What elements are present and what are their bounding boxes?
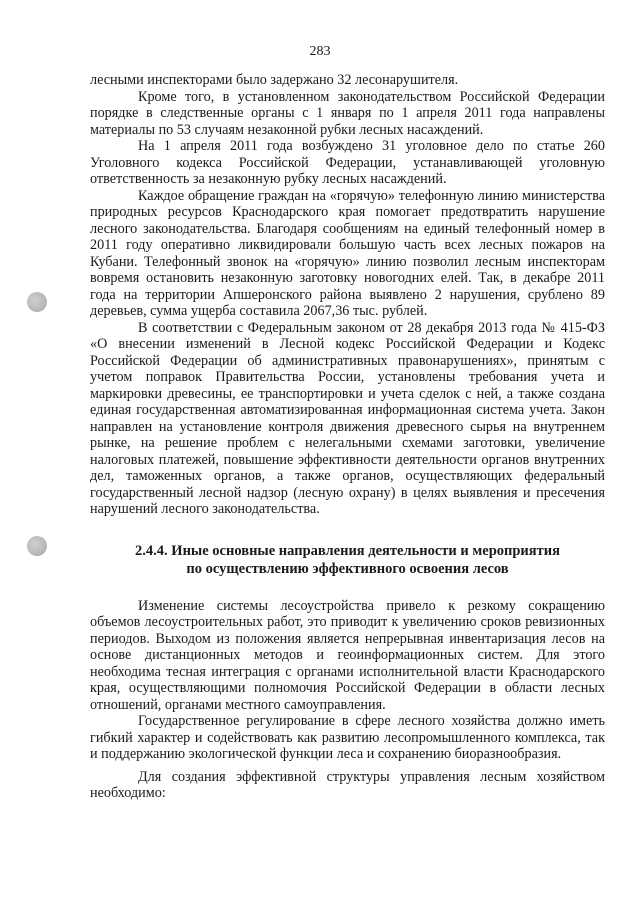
paragraph: лесными инспекторами было задержано 32 лесонарушителя. [90, 72, 459, 88]
paragraph: Изменение системы лесоустройства привело к резкому сокращению объемов лесоустроительных работ, это приводит к увеличению сроков ревизионных периодов. Выходом из положения является непрерывная инвентаризация лесов на основе дистанционных методов и геоинформационных систем. Для этого необходима тесная интеграция с органами исполнительной власти Краснодарского края, осуществляющими полномочия Российской Федерации в области лесных отношений, органами местного самоуправления. [90, 597, 605, 713]
punch-hole-mark [27, 536, 47, 556]
punch-hole-mark [27, 292, 47, 312]
document-body [90, 72, 605, 802]
paragraph: Кроме того, в установленном законодательством Российской Федерации порядке в следственные органы с 1 января по 1 апреля 2011 года направлены материалы по 53 случаям незаконной рубки лесных насаждений. [90, 88, 605, 138]
section-heading-line: по осуществлению эффективного освоения лесов [186, 560, 509, 577]
paragraph: Каждое обращение граждан на «горячую» телефонную линию министерства природных ресурсов Краснодарского края помогает предотвратить нарушение лесного законодательства. Благодаря сообщениям на единый телефонный номер в 2011 году оперативно ликвидировали большую часть всех лесных пожаров на Кубани. Телефонный звонок на «горячую» линию позволил лесным инспекторам вовремя остановить незаконную заготовку новогодних елей. Так, в декабре 2011 года на территории Апшеронского района выявлено 2 нарушения, срублено 89 деревьев, сумма ущерба составила 2067,36 тыс. рублей. [90, 187, 605, 319]
section-heading-line: 2.4.4. Иные основные направления деятельности и мероприятия [135, 542, 560, 559]
section-heading [90, 542, 605, 578]
paragraph: На 1 апреля 2011 года возбуждено 31 уголовное дело по статье 260 Уголовного кодекса Российской Федерации, устанавливающей уголовную ответственность за незаконную рубку лесных насаждений. [90, 138, 605, 187]
paragraph: Для создания эффективной структуры управления лесным хозяйством необходимо: [90, 768, 605, 801]
paragraph: Государственное регулирование в сфере лесного хозяйства должно иметь гибкий характер и содействовать как развитию лесопромышленного комплекса, так и поддержанию экологической функции леса и сохранению биоразнообразия. [90, 713, 605, 762]
page-number: 283 [309, 44, 331, 59]
paragraph: В соответствии с Федеральным законом от 28 декабря 2013 года № 415-ФЗ «О внесении изменений в Лесной кодекс Российской Федерации и Кодекс Российской Федерации об административных правонарушениях», принятым с учетом поправок Правительства России, установлены требования учета и маркировки древесины, ее транспортировки и учета сделок с ней, а также создана единая государственная автоматизированная информационная система учета. Закон направлен на установление контроля движения древесного сырья на внутреннем рынке, на решение проблем с нелегальными схемами заготовки, увеличение налоговых платежей, повышение эффективности деятельности органов внутренних дел, таможенных органов, а также органов, осуществляющих федеральный государственный лесной надзор (лесную охрану) в целях выявления и пресечения нарушений лесного законодательства. [90, 319, 605, 517]
